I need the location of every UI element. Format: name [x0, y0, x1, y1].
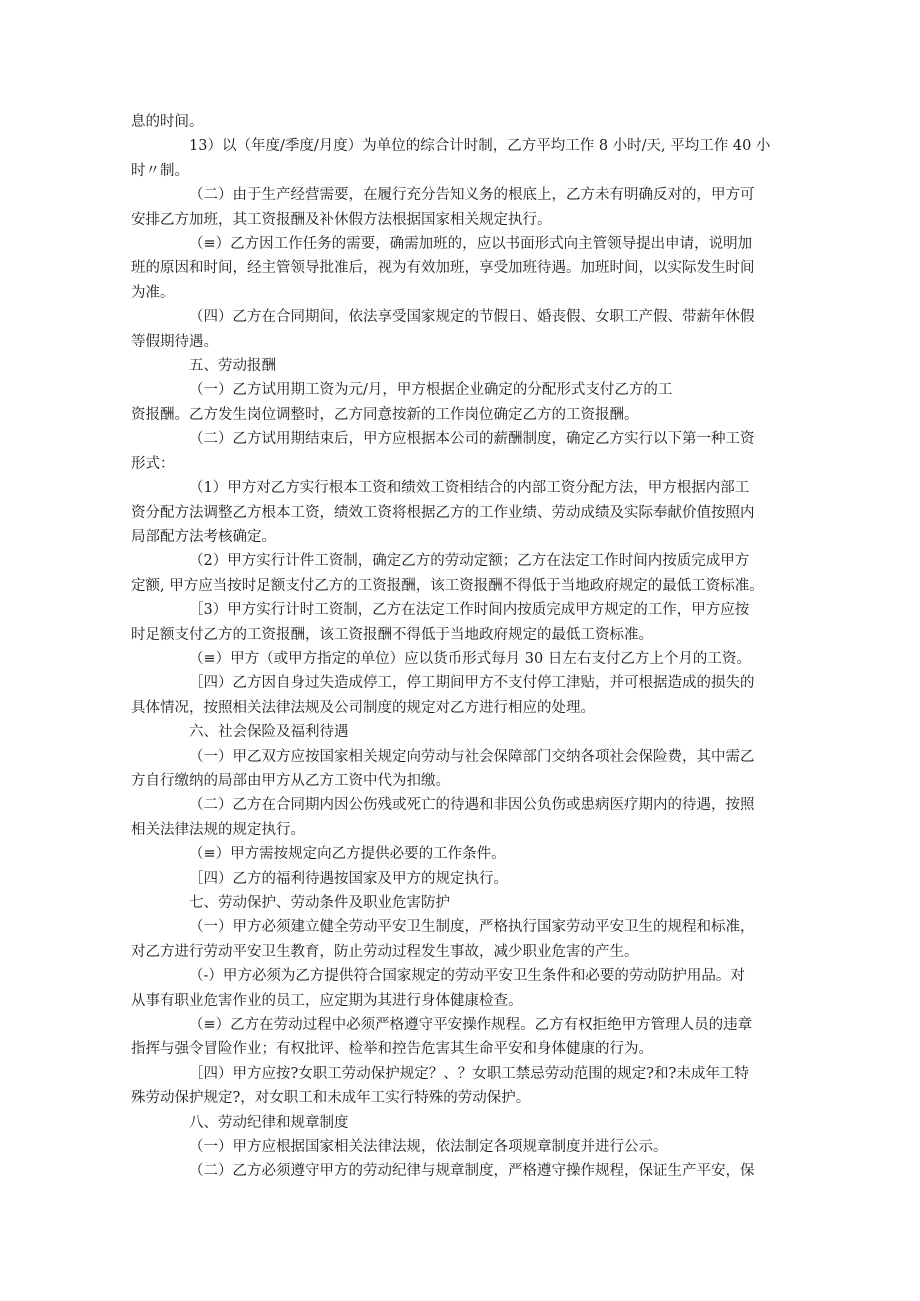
text-line: 方自行缴纳的局部由甲方从乙方工资中代为扣缴。 — [131, 772, 450, 789]
section-heading: 五、劳动报酬 — [189, 358, 276, 375]
text-line: （1）甲方对乙方实行根本工资和绩效工资相结合的内部工资分配方法，甲方根据内部工 — [189, 480, 750, 497]
text-line: （四）乙方在合同期间，依法享受国家规定的节假日、婚丧假、女职工产假、带薪年休假 — [189, 309, 755, 326]
text-line: （一）甲方应根据国家相关法律法规，依法制定各项规章制度并进行公示。 — [189, 1139, 668, 1156]
text-line: （2）甲方实行计件工资制，确定乙方的劳动定额；乙方在法定工作时间内按质完成甲方 — [189, 553, 750, 570]
text-line: （二）由于生产经营需要，在履行充分告知义务的根底上，乙方未有明确反对的，甲方可 — [189, 187, 755, 204]
text-line: 为准。 — [131, 284, 175, 301]
text-line: 资分配方法调整乙方根本工资，绩效工资将根据乙方的工作业绩、劳动成绩及实际奉献价值按照内 — [131, 504, 755, 521]
text-line: （≡）甲方需按规定向乙方提供必要的工作条件。 — [189, 846, 506, 863]
section-heading: 六、社会保险及福利待遇 — [189, 724, 349, 741]
text-line: ［四）甲方应按?女职工劳动保护规定？、？女职工禁忌劳动范围的规定?和?未成年工特 — [189, 1065, 749, 1082]
text-line: 形式： — [131, 455, 175, 472]
text-line: ［3）甲方实行计时工资制，乙方在法定工作时间内按质完成甲方规定的工作，甲方应按 — [189, 602, 750, 619]
text-line: ［四）乙方因自身过失造成停工，停工期间甲方不支付停工津贴，并可根据造成的损失的 — [189, 675, 755, 692]
text-line: （≡）乙方因工作任务的需要，确需加班的，应以书面形式向主管领导提出申请，说明加 — [189, 236, 753, 253]
text-line: 具体情况，按照相关法律法规及公司制度的规定对乙方进行相应的处理。 — [131, 699, 595, 716]
text-line: 安排乙方加班，其工资报酬及补休假方法根据国家相关规定执行。 — [131, 211, 552, 228]
text-line: 等假期待遇。 — [131, 333, 218, 350]
text-line: 对乙方进行劳动平安卫生教育，防止劳动过程发生事故，减少职业危害的产生。 — [131, 943, 639, 960]
text-line: 从事有职业危害作业的员工，应定期为其进行身体健康检查。 — [131, 992, 523, 1009]
text-line: （一）甲乙双方应按国家相关规定向劳动与社会保障部门交纳各项社会保险费，其中需乙 — [189, 748, 755, 765]
text-line: 13）以（年度/季度/月度）为单位的综合计时制，乙方平均工作 8 小时/天, 平均工作 40 小 — [189, 138, 771, 155]
text-line: 相关法律法规的规定执行。 — [131, 821, 305, 838]
section-heading: 八、劳动纪律和规章制度 — [189, 1114, 349, 1131]
text-line: 时足额支付乙方的工资报酬，该工资报酬不得低于当地政府规定的最低工资标准。 — [131, 626, 653, 643]
text-line: 局部配方法考核确定。 — [131, 528, 276, 545]
text-line: ［四）乙方的福利待遇按国家及甲方的规定执行。 — [189, 870, 508, 887]
document-body — [131, 110, 801, 1184]
section-heading: 七、劳动保护、劳动条件及职业危害防护 — [189, 895, 450, 911]
text-line: （≡）甲方（或甲方指定的单位）应以货币形式每月 30 日左右支付乙方上个月的工资。 — [189, 650, 751, 667]
text-line: 定额, 甲方应当按时足额支付乙方的工资报酬，该工资报酬不得低于当地政府规定的最低工资标准。 — [131, 577, 764, 594]
text-line: （-）甲方必须为乙方提供符合国家规定的劳动平安卫生条件和必要的劳动防护用品。对 — [189, 968, 745, 985]
text-line: 息的时间。 — [131, 114, 204, 130]
text-line: （一）乙方试用期工资为元/月，甲方根据企业确定的分配形式支付乙方的工 — [189, 382, 673, 399]
text-line: （一）甲方必须建立健全劳动平安卫生制度，严格执行国家劳动平安卫生的规程和标准， — [189, 919, 755, 936]
text-line: （二）乙方在合同期内因公伤残或死亡的待遇和非因公负伤或患病医疗期内的待遇，按照 — [189, 797, 755, 814]
text-line: （二）乙方必须遵守甲方的劳动纪律与规章制度，严格遵守操作规程，保证生产平安，保 — [189, 1163, 755, 1180]
text-line: （≡）乙方在劳动过程中必须严格遵守平安操作规程。乙方有权拒绝甲方管理人员的违章 — [189, 1017, 753, 1034]
text-line: 班的原因和时间，经主管领导批准后，视为有效加班，享受加班待遇。加班时间，以实际发生时间 — [131, 260, 755, 277]
text-line: 资报酬。乙方发生岗位调整时，乙方同意按新的工作岗位确定乙方的工资报酬。 — [131, 406, 639, 423]
text-line: 殊劳动保护规定?，对女职工和未成年工实行特殊的劳动保护。 — [131, 1090, 531, 1107]
text-line: （二）乙方试用期结束后，甲方应根据本公司的薪酬制度，确定乙方实行以下第一种工资 — [189, 431, 755, 448]
text-line: 指挥与强令冒险作业；有权批评、检举和控告危害其生命平安和身体健康的行为。 — [131, 1041, 653, 1058]
text-line: 时〃制。 — [131, 162, 189, 179]
